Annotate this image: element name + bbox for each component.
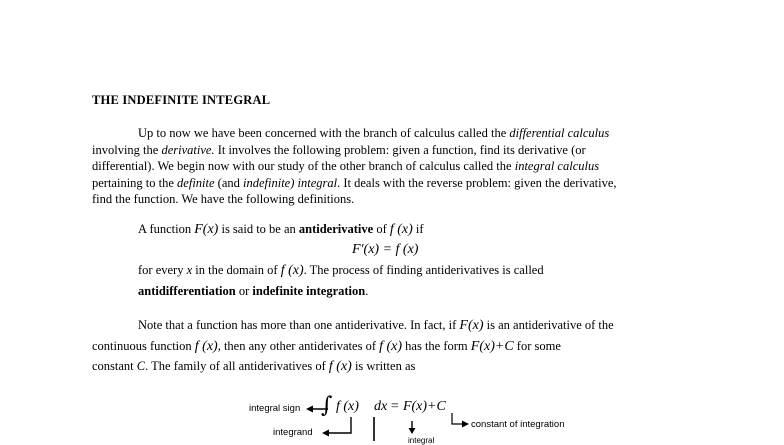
intro-text: Up to now we have been concerned with the branch of calculus called the: [138, 126, 510, 140]
math-f-of-x: f (x): [194, 339, 218, 354]
formula-integrand: f (x): [336, 399, 359, 414]
intro-italic-term: differential calculus: [509, 126, 610, 140]
note-text: constant: [92, 359, 137, 373]
arrow-integrand-line: [326, 417, 351, 433]
intro-text: differential). We begin now with our study of the other branch of calculus called the: [92, 159, 515, 173]
intro-italic-term: definite: [177, 175, 215, 190]
math-F-of-x: F(x): [194, 222, 219, 237]
integral-symbol: ∫: [321, 393, 333, 418]
arrow-constant-head: [462, 421, 469, 428]
intro-text: involving the: [92, 142, 162, 157]
math-F-of-x: F(x): [459, 318, 484, 333]
term-antidifferentiation: antidifferentiation: [138, 284, 236, 298]
definition-text: is said to be an: [218, 222, 299, 236]
math-f-of-x: f (x): [389, 222, 413, 237]
arrow-integral-sign-head: [306, 406, 313, 413]
math-f-of-x: f (x): [379, 339, 403, 354]
note-text: has the form: [402, 339, 471, 353]
math-F-plus-C: F(x)+C: [470, 339, 514, 354]
term-indefinite-integration: indefinite integration: [252, 284, 366, 298]
equation-derivative: F'(x) = f (x): [352, 242, 419, 257]
arrow-integral-head: [409, 428, 416, 434]
intro-text: find the function. We have the following definitions.: [92, 192, 355, 206]
intro-italic-term: derivative.: [161, 142, 215, 157]
math-f-of-x: f (x): [280, 263, 304, 278]
definition-text: A function: [138, 222, 195, 236]
definition-text: or: [235, 284, 253, 298]
intro-text: (and: [214, 175, 244, 190]
formula-rhs: = F(x)+C: [390, 399, 446, 414]
label-integrand: integrand: [273, 427, 313, 438]
definition-text: for every: [138, 263, 187, 277]
definition-text: .: [365, 284, 369, 298]
note-text: continuous function: [92, 339, 195, 353]
note-text: is an antiderivative of the: [483, 318, 614, 332]
math-x: x: [186, 263, 193, 277]
label-integral: integral: [408, 436, 435, 445]
intro-text: It involves the following problem: given a function, find its derivative (or: [214, 142, 586, 157]
label-integral-sign: integral sign: [249, 403, 301, 414]
math-f-of-x: f (x): [328, 359, 352, 374]
math-C: C: [136, 359, 146, 373]
section-heading: THE INDEFINITE INTEGRAL: [92, 93, 271, 107]
definition-text: in the domain of: [192, 263, 281, 277]
intro-text: . It deals with the reverse problem: given the derivative,: [337, 175, 617, 190]
arrow-integrand-head: [322, 430, 329, 437]
label-constant-of-integration: constant of integration: [471, 419, 565, 430]
intro-italic-term: indefinite) integral: [243, 175, 338, 190]
intro-italic-term: integral calculus: [514, 159, 600, 173]
note-text: Note that a function has more than one antiderivative. In fact, if: [138, 318, 460, 332]
definition-text: . The process of finding antiderivatives is called: [303, 263, 544, 277]
definition-text: if: [412, 222, 424, 236]
term-antiderivative: antiderivative: [298, 222, 374, 236]
note-text: , then any other antiderivates of: [217, 339, 380, 353]
definition-text: of: [373, 222, 390, 236]
note-text: . The family of all antiderivatives of: [145, 359, 329, 373]
formula-dx: dx: [374, 399, 388, 414]
note-text: is written as: [351, 359, 416, 373]
intro-text: pertaining to the: [92, 175, 178, 190]
note-text: for some: [513, 339, 561, 353]
